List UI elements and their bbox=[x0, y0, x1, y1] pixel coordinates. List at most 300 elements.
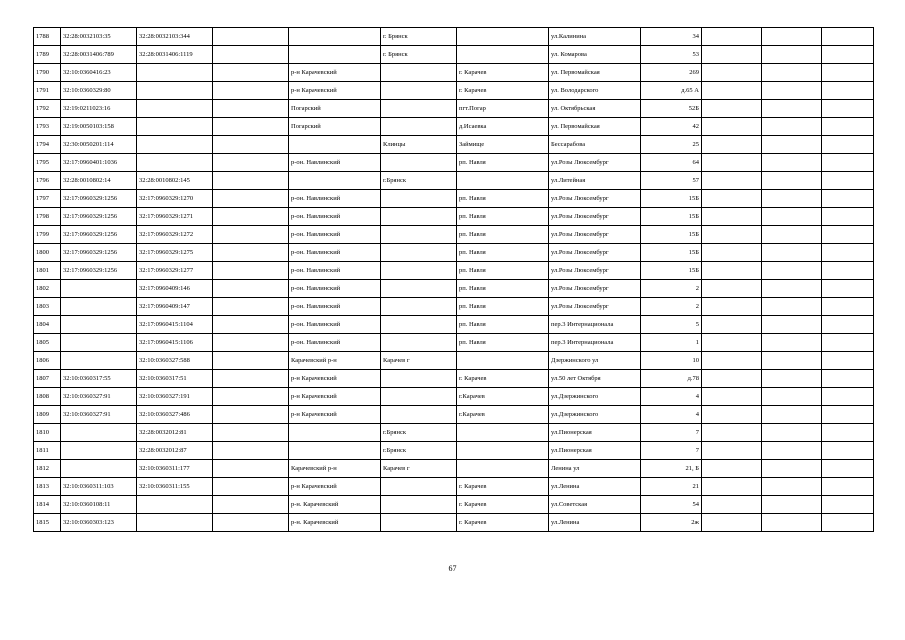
cell-street: ул.Розы Люксембург bbox=[549, 280, 641, 298]
cell-house-number: 53 bbox=[641, 46, 702, 64]
cell-street: Бессарабова bbox=[549, 136, 641, 154]
cell-cadastral-number-2: 32:10:0360327:191 bbox=[137, 388, 213, 406]
cell-cadastral-number-2: 32:10:0360327:486 bbox=[137, 406, 213, 424]
cell-cadastral-number-2: 32:17:0960415:1106 bbox=[137, 334, 213, 352]
cell-house-number: 15Б bbox=[641, 262, 702, 280]
cell-settlement: рп. Навля bbox=[457, 298, 549, 316]
cell-district: р-он. Навлинский bbox=[289, 208, 381, 226]
cell-extra-col-1 bbox=[702, 424, 762, 442]
cell-cadastral-number: 32:17:0960329:1256 bbox=[61, 190, 137, 208]
cell-district: р-он. Навлинский bbox=[289, 190, 381, 208]
cell-extra-col-1 bbox=[702, 154, 762, 172]
cell-city bbox=[381, 244, 457, 262]
cell-cadastral-number-2: 32:28:0031406:1119 bbox=[137, 46, 213, 64]
cell-row-number: 1798 bbox=[34, 208, 61, 226]
cell-extra-col-3 bbox=[822, 460, 874, 478]
cell-row-number: 1803 bbox=[34, 298, 61, 316]
cell-extra-col-2 bbox=[762, 352, 822, 370]
cell-street: ул.Розы Люксембург bbox=[549, 226, 641, 244]
cell-extra-col-1 bbox=[702, 352, 762, 370]
cell-empty-col bbox=[213, 262, 289, 280]
cell-row-number: 1814 bbox=[34, 496, 61, 514]
cell-cadastral-number: 32:10:0360303:123 bbox=[61, 514, 137, 532]
cell-settlement bbox=[457, 28, 549, 46]
cell-settlement: рп. Навля bbox=[457, 208, 549, 226]
cell-city: г.Брянск bbox=[381, 442, 457, 460]
cell-district: р-н Карачевский bbox=[289, 388, 381, 406]
cell-extra-col-2 bbox=[762, 460, 822, 478]
cell-cadastral-number: 32:17:0960329:1256 bbox=[61, 244, 137, 262]
cell-city bbox=[381, 370, 457, 388]
cell-empty-col bbox=[213, 316, 289, 334]
cell-street: ул. Володарского bbox=[549, 82, 641, 100]
cell-city bbox=[381, 388, 457, 406]
cell-empty-col bbox=[213, 136, 289, 154]
cell-extra-col-2 bbox=[762, 28, 822, 46]
cell-extra-col-3 bbox=[822, 82, 874, 100]
cell-cadastral-number bbox=[61, 298, 137, 316]
cell-cadastral-number-2: 32:10:0360317:51 bbox=[137, 370, 213, 388]
cell-row-number: 1788 bbox=[34, 28, 61, 46]
table-row bbox=[34, 388, 874, 406]
cell-row-number: 1812 bbox=[34, 460, 61, 478]
cell-extra-col-1 bbox=[702, 280, 762, 298]
cell-empty-col bbox=[213, 172, 289, 190]
cell-district: р-он. Навлинский bbox=[289, 154, 381, 172]
cell-city bbox=[381, 226, 457, 244]
table-row bbox=[34, 442, 874, 460]
cell-district: Карачевский р-н bbox=[289, 460, 381, 478]
cell-city bbox=[381, 262, 457, 280]
cell-street: ул.Ленина bbox=[549, 478, 641, 496]
cell-house-number: д.65 А bbox=[641, 82, 702, 100]
cell-settlement: пгт.Погар bbox=[457, 100, 549, 118]
cell-house-number: 1 bbox=[641, 334, 702, 352]
cell-district: р-н Карачевский bbox=[289, 64, 381, 82]
cell-extra-col-1 bbox=[702, 244, 762, 262]
cell-district bbox=[289, 136, 381, 154]
cell-street: пер.3 Интернационала bbox=[549, 334, 641, 352]
cell-settlement: рп. Навля bbox=[457, 280, 549, 298]
cell-cadastral-number: 32:10:0360311:103 bbox=[61, 478, 137, 496]
cell-settlement: рп. Навля bbox=[457, 190, 549, 208]
table-row bbox=[34, 226, 874, 244]
cell-house-number: 15Б bbox=[641, 190, 702, 208]
cell-house-number: 10 bbox=[641, 352, 702, 370]
cell-district bbox=[289, 28, 381, 46]
cell-empty-col bbox=[213, 208, 289, 226]
cell-street: ул.Советская bbox=[549, 496, 641, 514]
cell-row-number: 1793 bbox=[34, 118, 61, 136]
table-row bbox=[34, 424, 874, 442]
cell-extra-col-3 bbox=[822, 388, 874, 406]
cell-house-number: 2 bbox=[641, 280, 702, 298]
cell-house-number: 4 bbox=[641, 406, 702, 424]
cell-empty-col bbox=[213, 424, 289, 442]
cell-cadastral-number-2: 32:17:0960415:1104 bbox=[137, 316, 213, 334]
table-row bbox=[34, 244, 874, 262]
table-row bbox=[34, 514, 874, 532]
cell-extra-col-1 bbox=[702, 442, 762, 460]
cell-cadastral-number-2: 32:10:0360327:588 bbox=[137, 352, 213, 370]
cell-city: г.Брянск bbox=[381, 424, 457, 442]
cell-empty-col bbox=[213, 370, 289, 388]
cell-extra-col-3 bbox=[822, 280, 874, 298]
cell-district bbox=[289, 424, 381, 442]
cell-row-number: 1811 bbox=[34, 442, 61, 460]
cell-street: ул. Первомайская bbox=[549, 64, 641, 82]
cell-district: р-он. Навлинский bbox=[289, 298, 381, 316]
cell-house-number: 15Б bbox=[641, 208, 702, 226]
cell-cadastral-number-2: 32:28:0032012:81 bbox=[137, 424, 213, 442]
cell-street: ул.Розы Люксембург bbox=[549, 298, 641, 316]
cell-extra-col-2 bbox=[762, 244, 822, 262]
cell-extra-col-3 bbox=[822, 100, 874, 118]
cell-house-number: 64 bbox=[641, 154, 702, 172]
cell-settlement: Займище bbox=[457, 136, 549, 154]
cell-empty-col bbox=[213, 46, 289, 64]
cell-settlement: г. Карачев bbox=[457, 514, 549, 532]
cell-house-number: д.78 bbox=[641, 370, 702, 388]
cell-cadastral-number-2: 32:17:0960329:1271 bbox=[137, 208, 213, 226]
cell-settlement bbox=[457, 460, 549, 478]
cell-district: р-он. Навлинский bbox=[289, 244, 381, 262]
table-row bbox=[34, 298, 874, 316]
cell-settlement bbox=[457, 352, 549, 370]
cell-row-number: 1795 bbox=[34, 154, 61, 172]
cell-cadastral-number: 32:19:0050103:158 bbox=[61, 118, 137, 136]
table-row bbox=[34, 64, 874, 82]
cell-extra-col-1 bbox=[702, 64, 762, 82]
cell-empty-col bbox=[213, 442, 289, 460]
cell-city bbox=[381, 280, 457, 298]
table-body bbox=[34, 28, 874, 532]
cell-empty-col bbox=[213, 118, 289, 136]
cell-settlement: рп. Навля bbox=[457, 334, 549, 352]
cell-extra-col-2 bbox=[762, 190, 822, 208]
cell-empty-col bbox=[213, 478, 289, 496]
cell-extra-col-1 bbox=[702, 208, 762, 226]
cell-street: ул.Розы Люксембург bbox=[549, 244, 641, 262]
cell-row-number: 1790 bbox=[34, 64, 61, 82]
cell-extra-col-1 bbox=[702, 370, 762, 388]
cell-city bbox=[381, 316, 457, 334]
cell-city bbox=[381, 82, 457, 100]
cell-empty-col bbox=[213, 190, 289, 208]
table-row bbox=[34, 460, 874, 478]
cell-house-number: 15Б bbox=[641, 244, 702, 262]
cell-street: ул.Пионерская bbox=[549, 424, 641, 442]
cell-cadastral-number-2: 32:17:0960409:147 bbox=[137, 298, 213, 316]
cell-street: ул.Дзержинского bbox=[549, 388, 641, 406]
cell-extra-col-2 bbox=[762, 154, 822, 172]
table-row bbox=[34, 154, 874, 172]
cell-settlement: д.Исаевка bbox=[457, 118, 549, 136]
cell-row-number: 1805 bbox=[34, 334, 61, 352]
cell-extra-col-3 bbox=[822, 172, 874, 190]
cell-extra-col-1 bbox=[702, 28, 762, 46]
cell-city bbox=[381, 190, 457, 208]
cell-cadastral-number: 32:28:0032103:35 bbox=[61, 28, 137, 46]
cell-cadastral-number-2 bbox=[137, 100, 213, 118]
cell-cadastral-number: 32:17:0960329:1256 bbox=[61, 262, 137, 280]
cell-settlement: г. Карачев bbox=[457, 64, 549, 82]
cell-settlement: г. Карачев bbox=[457, 496, 549, 514]
table-row bbox=[34, 46, 874, 64]
data-table bbox=[33, 27, 874, 532]
cell-row-number: 1815 bbox=[34, 514, 61, 532]
cell-cadastral-number: 32:10:0360327:91 bbox=[61, 388, 137, 406]
cell-empty-col bbox=[213, 28, 289, 46]
cell-extra-col-2 bbox=[762, 226, 822, 244]
cell-cadastral-number bbox=[61, 460, 137, 478]
cell-extra-col-3 bbox=[822, 262, 874, 280]
cell-extra-col-2 bbox=[762, 118, 822, 136]
cell-settlement bbox=[457, 424, 549, 442]
cell-settlement: г. Карачев bbox=[457, 82, 549, 100]
cell-cadastral-number-2: 32:17:0960329:1277 bbox=[137, 262, 213, 280]
cell-extra-col-3 bbox=[822, 496, 874, 514]
table-row bbox=[34, 208, 874, 226]
cell-extra-col-1 bbox=[702, 190, 762, 208]
cell-empty-col bbox=[213, 496, 289, 514]
cell-settlement: рп. Навля bbox=[457, 316, 549, 334]
cell-cadastral-number bbox=[61, 316, 137, 334]
cell-cadastral-number: 32:10:0360416:23 bbox=[61, 64, 137, 82]
cell-settlement: г.Карачев bbox=[457, 406, 549, 424]
cell-cadastral-number-2: 32:17:0960329:1270 bbox=[137, 190, 213, 208]
table-row bbox=[34, 352, 874, 370]
cell-cadastral-number-2 bbox=[137, 496, 213, 514]
cell-row-number: 1809 bbox=[34, 406, 61, 424]
cell-district: Карачевский р-н bbox=[289, 352, 381, 370]
cell-city bbox=[381, 118, 457, 136]
cell-empty-col bbox=[213, 514, 289, 532]
cell-cadastral-number: 32:10:0360108:11 bbox=[61, 496, 137, 514]
table-row bbox=[34, 172, 874, 190]
cell-extra-col-3 bbox=[822, 316, 874, 334]
cell-extra-col-1 bbox=[702, 46, 762, 64]
cell-row-number: 1808 bbox=[34, 388, 61, 406]
cell-row-number: 1800 bbox=[34, 244, 61, 262]
cell-extra-col-1 bbox=[702, 298, 762, 316]
cell-district bbox=[289, 442, 381, 460]
cell-cadastral-number-2 bbox=[137, 82, 213, 100]
cell-cadastral-number bbox=[61, 424, 137, 442]
cell-house-number: 4 bbox=[641, 388, 702, 406]
table-row bbox=[34, 136, 874, 154]
cell-house-number: 5 bbox=[641, 316, 702, 334]
cell-extra-col-1 bbox=[702, 118, 762, 136]
cell-city bbox=[381, 64, 457, 82]
cell-extra-col-2 bbox=[762, 262, 822, 280]
cell-extra-col-1 bbox=[702, 388, 762, 406]
cell-settlement: г.Карачев bbox=[457, 388, 549, 406]
cell-row-number: 1796 bbox=[34, 172, 61, 190]
cell-city bbox=[381, 154, 457, 172]
cell-district: Погарский bbox=[289, 100, 381, 118]
cell-cadastral-number: 32:28:0031406:789 bbox=[61, 46, 137, 64]
cell-city bbox=[381, 478, 457, 496]
cell-extra-col-3 bbox=[822, 514, 874, 532]
cell-street: ул.Розы Люксембург bbox=[549, 154, 641, 172]
cell-house-number: 42 bbox=[641, 118, 702, 136]
cell-district: р-он. Навлинский bbox=[289, 280, 381, 298]
cell-extra-col-2 bbox=[762, 100, 822, 118]
cell-street: ул.50 лет Октября bbox=[549, 370, 641, 388]
cell-cadastral-number: 32:17:0960329:1256 bbox=[61, 226, 137, 244]
cell-empty-col bbox=[213, 154, 289, 172]
cell-extra-col-2 bbox=[762, 514, 822, 532]
cell-city: Карачев г bbox=[381, 460, 457, 478]
table-row bbox=[34, 100, 874, 118]
table-row bbox=[34, 370, 874, 388]
cell-empty-col bbox=[213, 280, 289, 298]
cell-extra-col-2 bbox=[762, 442, 822, 460]
cell-extra-col-1 bbox=[702, 334, 762, 352]
cell-cadastral-number: 32:19:0211023:16 bbox=[61, 100, 137, 118]
cell-extra-col-2 bbox=[762, 64, 822, 82]
cell-settlement: рп. Навля bbox=[457, 226, 549, 244]
cell-cadastral-number-2: 32:28:0032012:87 bbox=[137, 442, 213, 460]
cell-city: г. Брянск bbox=[381, 28, 457, 46]
cell-row-number: 1802 bbox=[34, 280, 61, 298]
cell-city bbox=[381, 298, 457, 316]
cell-street: ул.Пионерская bbox=[549, 442, 641, 460]
cell-street: ул.Калинина bbox=[549, 28, 641, 46]
cell-street: пер.3 Интернационала bbox=[549, 316, 641, 334]
cell-district: р-н. Карачевский bbox=[289, 514, 381, 532]
cell-district: р-н Карачевский bbox=[289, 406, 381, 424]
cell-extra-col-3 bbox=[822, 226, 874, 244]
cell-extra-col-1 bbox=[702, 136, 762, 154]
cell-extra-col-1 bbox=[702, 496, 762, 514]
cell-house-number: 7 bbox=[641, 442, 702, 460]
cell-cadastral-number bbox=[61, 352, 137, 370]
cell-extra-col-1 bbox=[702, 514, 762, 532]
cell-row-number: 1799 bbox=[34, 226, 61, 244]
cell-row-number: 1810 bbox=[34, 424, 61, 442]
cell-street: ул.Литейная bbox=[549, 172, 641, 190]
cell-extra-col-3 bbox=[822, 478, 874, 496]
cell-row-number: 1797 bbox=[34, 190, 61, 208]
cell-row-number: 1807 bbox=[34, 370, 61, 388]
cell-cadastral-number-2 bbox=[137, 154, 213, 172]
cell-street: ул.Розы Люксембург bbox=[549, 208, 641, 226]
cell-house-number: 7 bbox=[641, 424, 702, 442]
cell-extra-col-1 bbox=[702, 478, 762, 496]
cell-row-number: 1804 bbox=[34, 316, 61, 334]
cell-cadastral-number: 32:17:0960329:1256 bbox=[61, 208, 137, 226]
cell-empty-col bbox=[213, 226, 289, 244]
table-row bbox=[34, 190, 874, 208]
cell-house-number: 21, Б bbox=[641, 460, 702, 478]
cell-extra-col-3 bbox=[822, 64, 874, 82]
cell-extra-col-3 bbox=[822, 154, 874, 172]
cell-extra-col-3 bbox=[822, 442, 874, 460]
cell-extra-col-1 bbox=[702, 262, 762, 280]
cell-cadastral-number-2: 32:28:0010802:145 bbox=[137, 172, 213, 190]
cell-extra-col-2 bbox=[762, 406, 822, 424]
table-row bbox=[34, 262, 874, 280]
cell-empty-col bbox=[213, 82, 289, 100]
cell-city: г. Брянск bbox=[381, 46, 457, 64]
cell-extra-col-2 bbox=[762, 280, 822, 298]
cell-city bbox=[381, 406, 457, 424]
cell-extra-col-3 bbox=[822, 352, 874, 370]
cell-extra-col-2 bbox=[762, 208, 822, 226]
cell-house-number: 2ж bbox=[641, 514, 702, 532]
cell-empty-col bbox=[213, 460, 289, 478]
cell-extra-col-1 bbox=[702, 100, 762, 118]
cell-district bbox=[289, 46, 381, 64]
cell-district: р-он. Навлинский bbox=[289, 262, 381, 280]
cell-extra-col-2 bbox=[762, 334, 822, 352]
cell-cadastral-number-2 bbox=[137, 118, 213, 136]
cell-cadastral-number-2: 32:28:0032103:344 bbox=[137, 28, 213, 46]
cell-city: Карачев г bbox=[381, 352, 457, 370]
cell-row-number: 1801 bbox=[34, 262, 61, 280]
cell-row-number: 1813 bbox=[34, 478, 61, 496]
cell-house-number: 52Б bbox=[641, 100, 702, 118]
cell-extra-col-1 bbox=[702, 172, 762, 190]
cell-extra-col-3 bbox=[822, 424, 874, 442]
cell-extra-col-3 bbox=[822, 406, 874, 424]
table-row bbox=[34, 28, 874, 46]
cell-settlement bbox=[457, 442, 549, 460]
cell-empty-col bbox=[213, 244, 289, 262]
cell-house-number: 25 bbox=[641, 136, 702, 154]
cell-settlement: рп. Навля bbox=[457, 154, 549, 172]
cell-house-number: 57 bbox=[641, 172, 702, 190]
cell-extra-col-2 bbox=[762, 316, 822, 334]
cell-district: р-он. Навлинский bbox=[289, 334, 381, 352]
cell-street: Дзержинского ул bbox=[549, 352, 641, 370]
cell-cadastral-number-2: 32:10:0360311:177 bbox=[137, 460, 213, 478]
cell-city: г.Брянск bbox=[381, 172, 457, 190]
cell-extra-col-2 bbox=[762, 136, 822, 154]
cell-cadastral-number: 32:10:0360317:55 bbox=[61, 370, 137, 388]
cell-row-number: 1806 bbox=[34, 352, 61, 370]
cell-extra-col-2 bbox=[762, 172, 822, 190]
cell-city bbox=[381, 514, 457, 532]
cell-cadastral-number-2: 32:10:0360311:155 bbox=[137, 478, 213, 496]
cell-district bbox=[289, 172, 381, 190]
cell-street: ул.Розы Люксембург bbox=[549, 262, 641, 280]
cell-extra-col-2 bbox=[762, 496, 822, 514]
table-row bbox=[34, 118, 874, 136]
cell-street: ул. Комарова bbox=[549, 46, 641, 64]
cell-extra-col-3 bbox=[822, 208, 874, 226]
cell-house-number: 54 bbox=[641, 496, 702, 514]
cell-district: р-н. Карачевский bbox=[289, 496, 381, 514]
cell-extra-col-2 bbox=[762, 46, 822, 64]
cell-city bbox=[381, 334, 457, 352]
cell-district: Погарский bbox=[289, 118, 381, 136]
cell-district: р-н Карачевский bbox=[289, 82, 381, 100]
cell-settlement: рп. Навля bbox=[457, 262, 549, 280]
cell-empty-col bbox=[213, 298, 289, 316]
cell-city bbox=[381, 496, 457, 514]
cell-city bbox=[381, 100, 457, 118]
cell-extra-col-3 bbox=[822, 334, 874, 352]
cell-city bbox=[381, 208, 457, 226]
cell-district: р-н Карачевский bbox=[289, 478, 381, 496]
cell-district: р-он. Навлинский bbox=[289, 316, 381, 334]
cell-row-number: 1792 bbox=[34, 100, 61, 118]
cell-house-number: 15Б bbox=[641, 226, 702, 244]
cell-district: р-он. Навлинский bbox=[289, 226, 381, 244]
